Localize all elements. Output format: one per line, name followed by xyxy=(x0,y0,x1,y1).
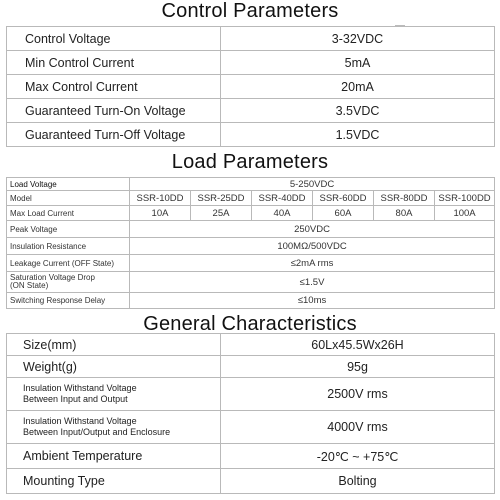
table-row xyxy=(7,221,495,238)
model-cell: SSR-25DD xyxy=(191,191,252,206)
max-current-cell: 80A xyxy=(374,206,435,221)
turn-off-voltage-label: Guaranteed Turn-Off Voltage xyxy=(7,123,221,147)
switching-delay-value: ≤10ms xyxy=(130,293,495,309)
model-label: Model xyxy=(7,191,130,206)
table-row xyxy=(7,27,495,51)
max-control-current-label: Max Control Current xyxy=(7,75,221,99)
mounting-type-value: Bolting xyxy=(221,469,495,494)
table-row xyxy=(7,356,495,378)
general-characteristics-title: General Characteristics xyxy=(143,313,357,335)
table-row xyxy=(7,378,495,411)
table-row xyxy=(7,444,495,469)
withstand-io-label-line2: Between Input and Output xyxy=(23,394,128,404)
table-row xyxy=(7,51,495,75)
ambient-temperature-label: Ambient Temperature xyxy=(7,444,221,469)
saturation-drop-value: ≤1.5V xyxy=(130,272,495,293)
size-value: 60Lx45.5Wx26H xyxy=(221,334,495,356)
table-row xyxy=(7,123,495,147)
model-cell: SSR-100DD xyxy=(435,191,495,206)
control-voltage-value: 3-32VDC xyxy=(221,27,495,51)
table-row xyxy=(7,191,495,206)
withstand-enclosure-value: 4000V rms xyxy=(221,411,495,444)
turn-off-voltage-value: 1.5VDC xyxy=(221,123,495,147)
table-row xyxy=(7,334,495,356)
control-parameters-title: Control Parameters xyxy=(161,0,339,22)
turn-on-voltage-label: Guaranteed Turn-On Voltage xyxy=(7,99,221,123)
min-control-current-value: 5mA xyxy=(221,51,495,75)
withstand-enclosure-label xyxy=(7,411,221,444)
saturation-drop-label-line1: Saturation Voltage Drop xyxy=(10,272,95,282)
general-characteristics-table xyxy=(6,333,495,494)
withstand-io-label xyxy=(7,378,221,411)
withstand-io-value: 2500V rms xyxy=(221,378,495,411)
table-row xyxy=(7,255,495,272)
leakage-current-value: ≤2mA rms xyxy=(130,255,495,272)
weight-value: 95g xyxy=(221,356,495,378)
load-parameters-table xyxy=(6,177,495,309)
ambient-temperature-value: -20℃ ~ +75℃ xyxy=(221,444,495,469)
max-load-current-label: Max Load Current xyxy=(7,206,130,221)
saturation-drop-label xyxy=(7,272,130,293)
insulation-resistance-label: Insulation Resistance xyxy=(7,238,130,255)
max-current-cell: 100A xyxy=(435,206,495,221)
table-row xyxy=(7,206,495,221)
load-voltage-label: Load Voltage xyxy=(7,178,130,191)
max-current-cell: 25A xyxy=(191,206,252,221)
max-control-current-value: 20mA xyxy=(221,75,495,99)
control-parameters-table xyxy=(6,26,495,147)
mounting-type-label: Mounting Type xyxy=(7,469,221,494)
model-cell: SSR-80DD xyxy=(374,191,435,206)
saturation-drop-label-line2: (ON State) xyxy=(10,281,49,290)
min-control-current-label: Min Control Current xyxy=(7,51,221,75)
turn-on-voltage-value: 3.5VDC xyxy=(221,99,495,123)
withstand-enclosure-label-line2: Between Input/Output and Enclosure xyxy=(23,427,171,437)
table-row xyxy=(7,238,495,255)
peak-voltage-label: Peak Voltage xyxy=(7,221,130,238)
table-row xyxy=(7,272,495,293)
size-label: Size(mm) xyxy=(7,334,221,356)
table-row xyxy=(7,293,495,309)
max-current-cell: 40A xyxy=(252,206,313,221)
max-current-cell: 60A xyxy=(313,206,374,221)
load-voltage-value: 5-250VDC xyxy=(130,178,495,191)
weight-label: Weight(g) xyxy=(7,356,221,378)
withstand-io-label-line1: Insulation Withstand Voltage xyxy=(23,383,137,393)
table-row xyxy=(7,411,495,444)
control-voltage-label: Control Voltage xyxy=(7,27,221,51)
model-cell: SSR-40DD xyxy=(252,191,313,206)
model-cell: SSR-10DD xyxy=(130,191,191,206)
table-row xyxy=(7,75,495,99)
table-row xyxy=(7,178,495,191)
withstand-enclosure-label-line1: Insulation Withstand Voltage xyxy=(23,416,137,426)
peak-voltage-value: 250VDC xyxy=(130,221,495,238)
load-parameters-title: Load Parameters xyxy=(171,151,329,173)
switching-delay-label: Switching Response Delay xyxy=(7,293,130,309)
table-row xyxy=(7,469,495,494)
model-cell: SSR-60DD xyxy=(313,191,374,206)
insulation-resistance-value: 100MΩ/500VDC xyxy=(130,238,495,255)
leakage-current-label: Leakage Current (OFF State) xyxy=(7,255,130,272)
max-current-cell: 10A xyxy=(130,206,191,221)
table-row xyxy=(7,99,495,123)
